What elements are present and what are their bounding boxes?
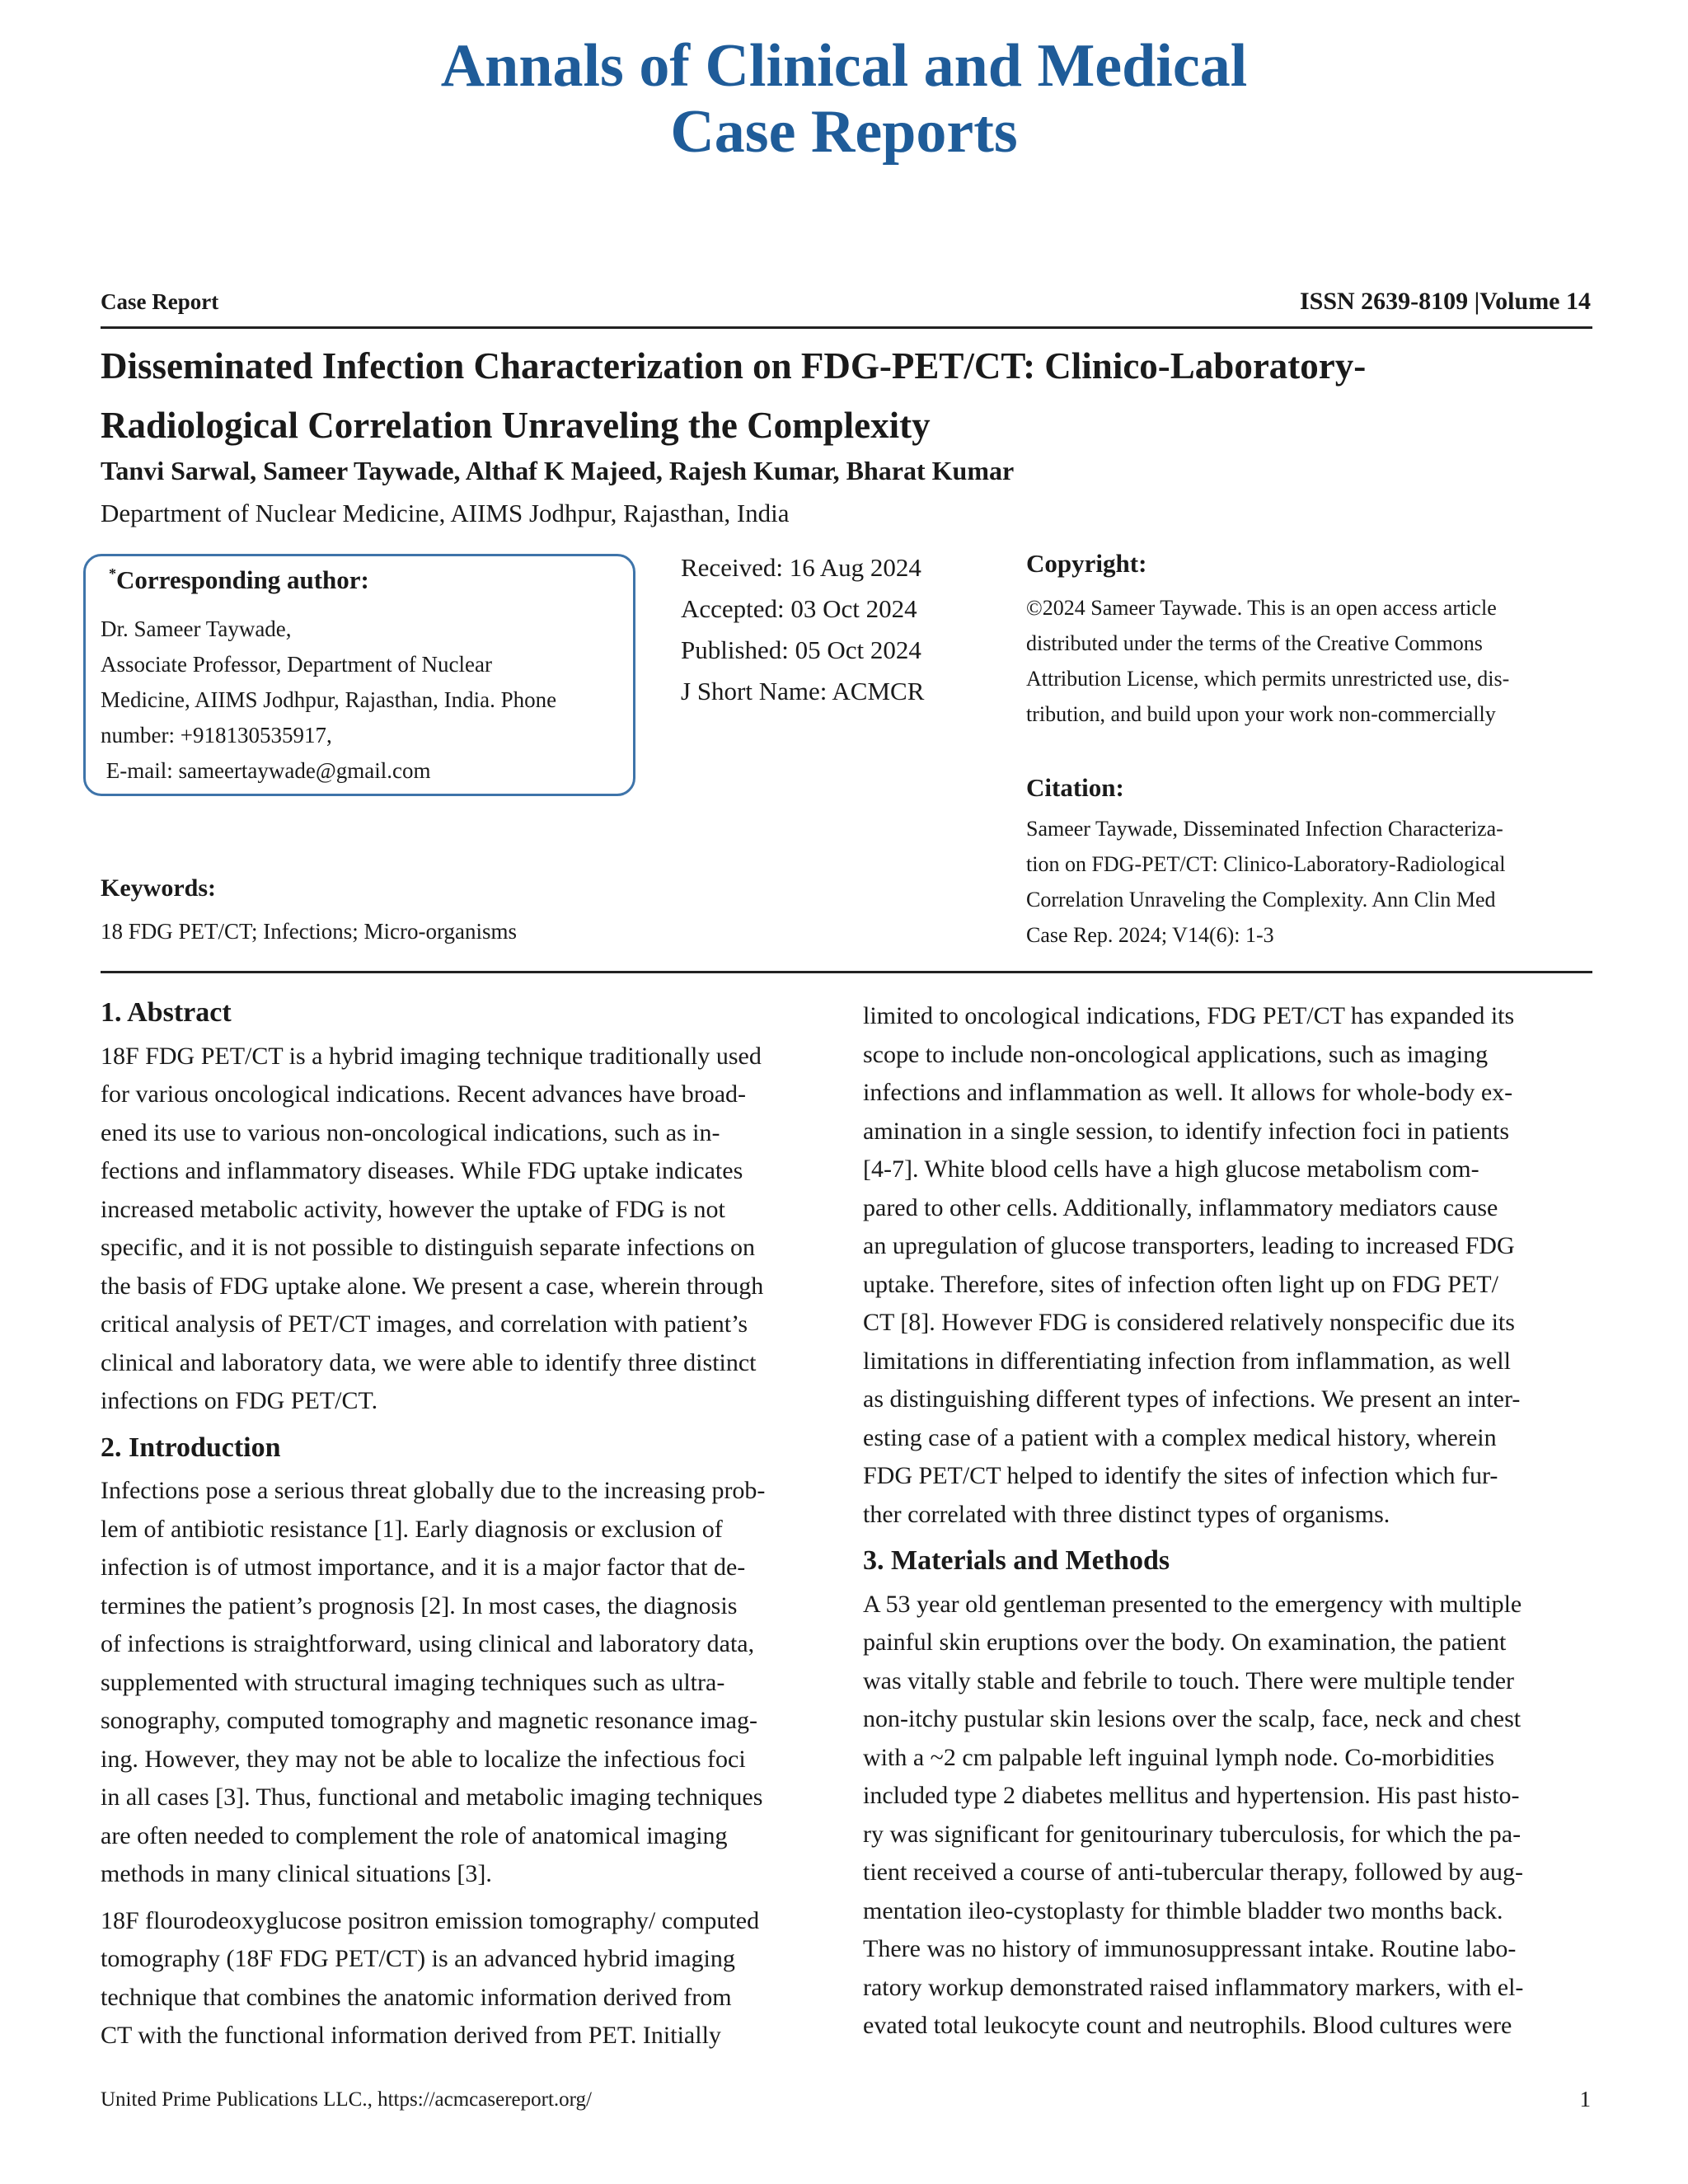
text-line: CT with the functional information derived from PET. Initially <box>101 2022 721 2049</box>
corresponding-author-details <box>101 612 628 789</box>
author-list: Tanvi Sarwal, Sameer Taywade, Althaf K Majeed, Rajesh Kumar, Bharat Kumar <box>101 456 1015 485</box>
journal-title-line: Annals of Clinical and Medical <box>440 32 1248 100</box>
text-line: infections on FDG PET/CT. <box>101 1387 378 1414</box>
corresponding-author-line: Associate Professor, Department of Nuclear <box>101 652 493 677</box>
copyright-heading: Copyright: <box>1026 549 1147 578</box>
text-line: fections and inflammatory diseases. While FDG uptake indicates <box>101 1157 743 1184</box>
journal-title <box>0 33 1688 165</box>
accepted-date: Accepted: 03 Oct 2024 <box>681 594 917 623</box>
article-title-line: Radiological Correlation Unraveling the Complexity <box>101 405 931 446</box>
corresponding-author-heading-text: Corresponding author: <box>116 565 369 594</box>
corresponding-author-email[interactable]: E-mail: sameertaywade@gmail.com <box>101 758 431 783</box>
text-line: sonography, computed tomography and magnetic resonance imag- <box>101 1707 757 1734</box>
journal-title-line: Case Reports <box>670 98 1018 166</box>
text-line: evated total leukocyte count and neutrophils. Blood cultures were <box>863 2012 1512 2039</box>
text-line: of infections is straightforward, using clinical and laboratory data, <box>101 1630 755 1657</box>
text-line: tient received a course of anti-tubercular therapy, followed by aug- <box>863 1858 1524 1886</box>
section-divider <box>101 971 1592 973</box>
journal-short-name: J Short Name: ACMCR <box>681 677 925 705</box>
text-line: infection is of utmost importance, and it is a major factor that de- <box>101 1554 746 1581</box>
publisher-footer[interactable]: United Prime Publications LLC., https://acmcasereport.org/ <box>101 2088 592 2111</box>
text-line: uptake. Therefore, sites of infection often light up on FDG PET/ <box>863 1270 1498 1298</box>
text-line: limited to oncological indications, FDG PET/CT has expanded its <box>863 1002 1515 1029</box>
keywords-text: 18 FDG PET/CT; Infections; Micro-organisms <box>101 919 517 944</box>
citation-line: Case Rep. 2024; V14(6): 1-3 <box>1026 923 1274 947</box>
copyright-line: tribution, and build upon your work non-commercially <box>1026 702 1496 726</box>
text-line: increased metabolic activity, however the uptake of FDG is not <box>101 1195 725 1223</box>
header-divider <box>101 326 1592 329</box>
text-line: [4-7]. White blood cells have a high glucose metabolism com- <box>863 1155 1479 1183</box>
text-line: A 53 year old gentleman presented to the emergency with multiple <box>863 1590 1522 1618</box>
introduction-continued-paragraph <box>863 997 1595 1534</box>
methods-paragraph <box>863 1586 1595 2046</box>
introduction-paragraph <box>101 1472 832 1894</box>
text-line: esting case of a patient with a complex medical history, wherein <box>863 1423 1497 1451</box>
citation-line: Sameer Taywade, Disseminated Infection Characteriza- <box>1026 817 1503 841</box>
published-date: Published: 05 Oct 2024 <box>681 635 921 664</box>
text-line: critical analysis of PET/CT images, and correlation with patient’s <box>101 1310 748 1338</box>
received-date: Received: 16 Aug 2024 <box>681 553 921 582</box>
abstract-paragraph <box>101 1038 832 1421</box>
text-line: tomography (18F FDG PET/CT) is an advanced hybrid imaging <box>101 1945 735 1972</box>
text-line: non-itchy pustular skin lesions over the scalp, face, neck and chest <box>863 1705 1522 1732</box>
text-line: 18F flourodeoxyglucose positron emission tomography/ computed <box>101 1906 760 1934</box>
corresponding-author-line: number: +918130535917, <box>101 723 332 748</box>
abstract-heading: 1. Abstract <box>101 997 232 1028</box>
copyright-line: Attribution License, which permits unrestricted use, dis- <box>1026 667 1510 691</box>
publication-dates <box>681 547 924 712</box>
text-line: painful skin eruptions over the body. On examination, the patient <box>863 1629 1507 1656</box>
corresponding-author-line: Medicine, AIIMS Jodhpur, Rajasthan, India. Phone <box>101 687 557 712</box>
text-line: for various oncological indications. Recent advances have broad- <box>101 1080 747 1108</box>
text-line: in all cases [3]. Thus, functional and metabolic imaging techniques <box>101 1783 763 1811</box>
text-line: Infections pose a serious threat globally due to the increasing prob- <box>101 1477 766 1504</box>
issn-volume: ISSN 2639-8109 |Volume 14 <box>1299 288 1591 315</box>
text-line: 18F FDG PET/CT is a hybrid imaging technique traditionally used <box>101 1042 762 1070</box>
keywords-heading: Keywords: <box>101 874 216 902</box>
text-line: the basis of FDG uptake alone. We present a case, wherein through <box>101 1272 764 1300</box>
article-type-label: Case Report <box>101 289 219 314</box>
article-title <box>101 336 1601 455</box>
text-line: There was no history of immunosuppressant intake. Routine labo- <box>863 1935 1517 1962</box>
left-column <box>101 994 832 2055</box>
text-line: with a ~2 cm palpable left inguinal lymph node. Co-morbidities <box>863 1743 1495 1771</box>
text-line: FDG PET/CT helped to identify the sites of infection which fur- <box>863 1462 1498 1489</box>
affiliation: Department of Nuclear Medicine, AIIMS Jodhpur, Rajasthan, India <box>101 499 790 527</box>
citation-line: Correlation Unraveling the Complexity. Ann Clin Med <box>1026 888 1496 912</box>
corresponding-author-line: Dr. Sameer Taywade, <box>101 616 292 641</box>
text-line: termines the patient’s prognosis [2]. In most cases, the diagnosis <box>101 1591 738 1619</box>
text-line: lem of antibiotic resistance [1]. Early diagnosis or exclusion of <box>101 1515 723 1543</box>
text-line: specific, and it is not possible to distinguish separate infections on <box>101 1234 756 1261</box>
right-column <box>863 997 1595 2046</box>
citation-heading: Citation: <box>1026 773 1124 802</box>
corresponding-author-heading <box>109 565 369 595</box>
citation-line: tion on FDG-PET/CT: Clinico-Laboratory-Radiological <box>1026 852 1506 876</box>
copyright-line: ©2024 Sameer Taywade. This is an open access article <box>1026 596 1497 620</box>
text-line: ry was significant for genitourinary tuberculosis, for which the pa- <box>863 1820 1522 1848</box>
text-line: pared to other cells. Additionally, inflammatory mediators cause <box>863 1193 1498 1221</box>
text-line: clinical and laboratory data, we were able to identify three distinct <box>101 1348 757 1376</box>
text-line: amination in a single session, to identify infection foci in patients <box>863 1117 1510 1145</box>
asterisk-mark: * <box>109 565 116 582</box>
text-line: included type 2 diabetes mellitus and hypertension. His past histo- <box>863 1782 1520 1809</box>
copyright-text <box>1026 590 1595 732</box>
text-line: CT [8]. However FDG is considered relatively nonspecific due its <box>863 1309 1515 1336</box>
introduction-paragraph <box>101 1902 832 2055</box>
introduction-heading: 2. Introduction <box>101 1432 281 1463</box>
text-line: ratory workup demonstrated raised inflammatory markers, with el- <box>863 1973 1524 2001</box>
text-line: an upregulation of glucose transporters, leading to increased FDG <box>863 1232 1515 1259</box>
text-line: methods in many clinical situations [3]. <box>101 1860 492 1887</box>
text-line: mentation ileo-cystoplasty for thimble bladder two months back. <box>863 1896 1503 1924</box>
article-title-line: Disseminated Infection Characterization on FDG-PET/CT: Clinico-Laboratory- <box>101 345 1367 387</box>
methods-heading: 3. Materials and Methods <box>863 1545 1170 1576</box>
text-line: was vitally stable and febrile to touch. There were multiple tender <box>863 1666 1515 1694</box>
text-line: supplemented with structural imaging techniques such as ultra- <box>101 1668 725 1696</box>
text-line: ened its use to various non-oncological indications, such as in- <box>101 1118 720 1146</box>
text-line: ther correlated with three distinct types of organisms. <box>863 1500 1390 1528</box>
text-line: limitations in differentiating infection from inflammation, as well <box>863 1347 1511 1375</box>
text-line: as distinguishing different types of infections. We present an inter- <box>863 1385 1521 1413</box>
text-line: infections and inflammation as well. It allows for whole-body ex- <box>863 1079 1513 1106</box>
citation-text <box>1026 811 1595 953</box>
text-line: ing. However, they may not be able to localize the infectious foci <box>101 1745 746 1773</box>
page-number: 1 <box>1579 2087 1591 2111</box>
text-line: scope to include non-oncological applications, such as imaging <box>863 1040 1489 1068</box>
text-line: technique that combines the anatomic information derived from <box>101 1983 732 2011</box>
text-line: are often needed to complement the role of anatomical imaging <box>101 1821 728 1849</box>
copyright-line: distributed under the terms of the Creative Commons <box>1026 631 1483 655</box>
